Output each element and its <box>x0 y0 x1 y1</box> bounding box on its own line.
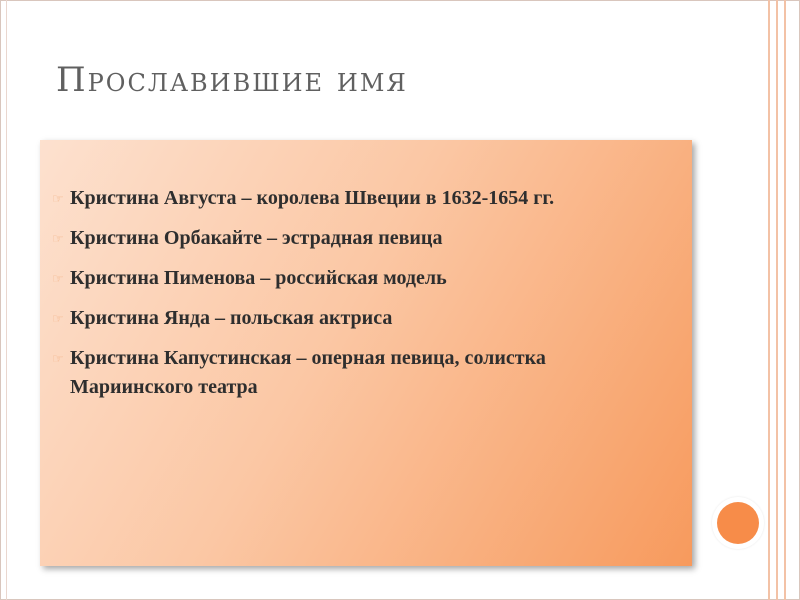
pointing-hand-bullet-icon: ☞ <box>52 351 64 366</box>
list-item-text: Кристина Орбакайте – эстрадная певица <box>70 227 443 249</box>
list-item <box>52 184 630 213</box>
decorative-vertical-line <box>776 0 778 600</box>
decorative-circle <box>712 497 764 549</box>
slide-title: Прославившие имя <box>56 60 408 100</box>
decorative-vertical-line <box>784 0 786 600</box>
pointing-hand-bullet-icon: ☞ <box>52 191 64 206</box>
list-item-text: Кристина Янда – польская актриса <box>70 307 393 329</box>
list-item-text: Кристина Капустинская – оперная певица, солистка Мариинского театра <box>70 347 546 398</box>
bullet-list <box>52 184 630 413</box>
content-box <box>40 140 692 566</box>
list-item <box>52 344 630 402</box>
pointing-hand-bullet-icon: ☞ <box>52 311 64 326</box>
pointing-hand-bullet-icon: ☞ <box>52 231 64 246</box>
left-border-line <box>6 0 7 600</box>
list-item-text: Кристина Пименова – российская модель <box>70 267 447 289</box>
list-item <box>52 264 630 293</box>
pointing-hand-bullet-icon: ☞ <box>52 271 64 286</box>
list-item <box>52 304 630 333</box>
decorative-circle-fill <box>717 502 759 544</box>
list-item <box>52 224 630 253</box>
decorative-vertical-line <box>768 0 770 600</box>
list-item-text: Кристина Августа – королева Швеции в 1632-1654 гг. <box>70 187 555 209</box>
